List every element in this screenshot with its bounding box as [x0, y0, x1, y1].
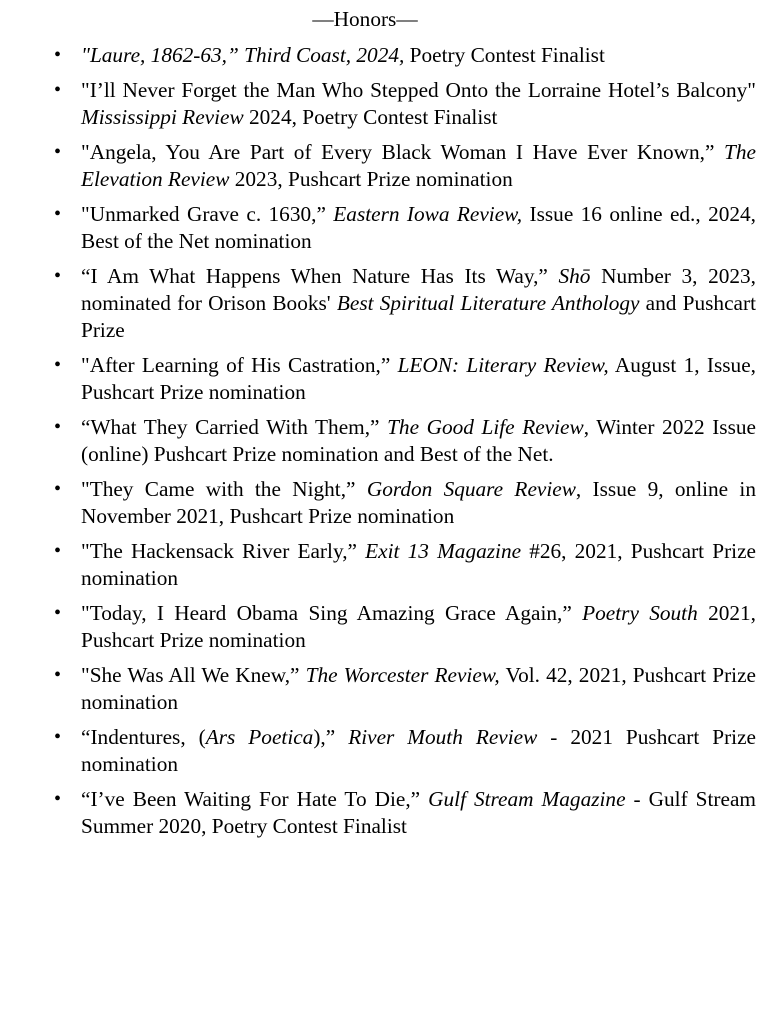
honor-text: 2021, Pushcart Prize nomination — [81, 601, 756, 652]
honor-text: - Gulf Stream Summer 2020, Poetry Contest Finalist — [81, 787, 756, 838]
publication-title: River Mouth Review — [348, 725, 538, 749]
honor-text: "Unmarked Grave c. 1630,” — [81, 202, 334, 226]
publication-title: Eastern Iowa Review, — [333, 202, 523, 226]
publication-title: Best Spiritual Literature Anthology — [336, 291, 640, 315]
list-item — [54, 414, 756, 468]
honor-text: Issue 16 online ed., 2024, Best of the Net nomination — [81, 202, 756, 253]
bullet-icon: • — [54, 265, 62, 287]
honor-text: “Indentures, ( — [81, 725, 206, 749]
bullet-icon: • — [54, 726, 62, 748]
list-item — [54, 724, 756, 778]
bullet-icon: • — [54, 478, 62, 500]
honor-text: "I’ll Never Forget the Man Who Stepped Onto the Lorraine Hotel’s Balcony" — [81, 78, 756, 102]
bullet-icon: • — [54, 141, 62, 163]
bullet-icon: • — [54, 416, 62, 438]
honor-text: “What They Carried With Them,” — [81, 415, 388, 439]
honor-text: #26, 2021, Pushcart Prize nomination — [81, 539, 756, 590]
honor-text: “I Am What Happens When Nature Has Its Way,” — [81, 264, 559, 288]
honor-text: "Today, I Heard Obama Sing Amazing Grace Again,” — [81, 601, 583, 625]
publication-title: Poetry South — [582, 601, 698, 625]
honor-text: "Angela, You Are Part of Every Black Woman I Have Ever Known,” — [81, 140, 725, 164]
list-item — [54, 263, 756, 344]
honor-text: “I’ve Been Waiting For Hate To Die,” — [81, 787, 429, 811]
publication-title: LEON: Literary Review, — [397, 353, 609, 377]
honor-text: 2023, Pushcart Prize nomination — [229, 167, 513, 191]
publication-title: Gulf Stream Magazine — [428, 787, 626, 811]
honors-list — [0, 42, 756, 848]
list-item — [54, 600, 756, 654]
honor-text: Vol. 42, 2021, Pushcart Prize nomination — [81, 663, 757, 714]
honor-text: "The Hackensack River Early,” — [81, 539, 366, 563]
list-item — [54, 77, 756, 131]
honor-text: Poetry Contest Finalist — [404, 43, 605, 67]
honor-text: - 2021 Pushcart Prize nomination — [81, 725, 756, 776]
list-item — [54, 42, 756, 69]
list-item — [54, 786, 756, 840]
bullet-icon: • — [54, 354, 62, 376]
page-title: —Honors— — [312, 7, 418, 31]
list-item — [54, 662, 757, 716]
honor-text: "After Learning of His Castration,” — [81, 353, 398, 377]
list-item — [54, 352, 756, 406]
bullet-icon: • — [54, 79, 62, 101]
publication-title: Shō — [558, 264, 591, 288]
honor-text: 2024, Poetry Contest Finalist — [243, 105, 498, 129]
bullet-icon: • — [54, 540, 62, 562]
publication-title: Ars Poetica — [205, 725, 314, 749]
honor-text: "She Was All We Knew,” — [81, 663, 306, 687]
bullet-icon: • — [54, 664, 62, 686]
publication-title: Gordon Square Review — [366, 477, 576, 501]
honor-text: , Winter 2022 Issue (online) Pushcart Prize nomination and Best of the Net. — [81, 415, 756, 466]
bullet-icon: • — [54, 44, 62, 66]
list-item — [54, 538, 756, 592]
honor-text: August 1, Issue, Pushcart Prize nomination — [81, 353, 756, 404]
list-item — [54, 139, 756, 193]
publication-title: The Good Life Review — [387, 415, 584, 439]
bullet-icon: • — [54, 203, 62, 225]
bullet-icon: • — [54, 602, 62, 624]
honor-text: ),” — [313, 725, 349, 749]
list-item — [54, 476, 756, 530]
publication-title: The Worcester Review, — [305, 663, 500, 687]
publication-title: "Laure, 1862-63,” Third Coast, 2024, — [81, 43, 405, 67]
honor-text: "They Came with the Night,” — [81, 477, 367, 501]
honor-text: Number 3, 2023, nominated for Orison Books' — [81, 264, 756, 315]
list-item — [54, 201, 756, 255]
publication-title: The Elevation Review — [81, 140, 756, 191]
bullet-icon: • — [54, 788, 62, 810]
honor-text: and Pushcart Prize — [81, 291, 756, 342]
honor-text: , Issue 9, online in November 2021, Pushcart Prize nomination — [81, 477, 756, 528]
publication-title: Mississippi Review — [81, 105, 244, 129]
publication-title: Exit 13 Magazine — [365, 539, 522, 563]
